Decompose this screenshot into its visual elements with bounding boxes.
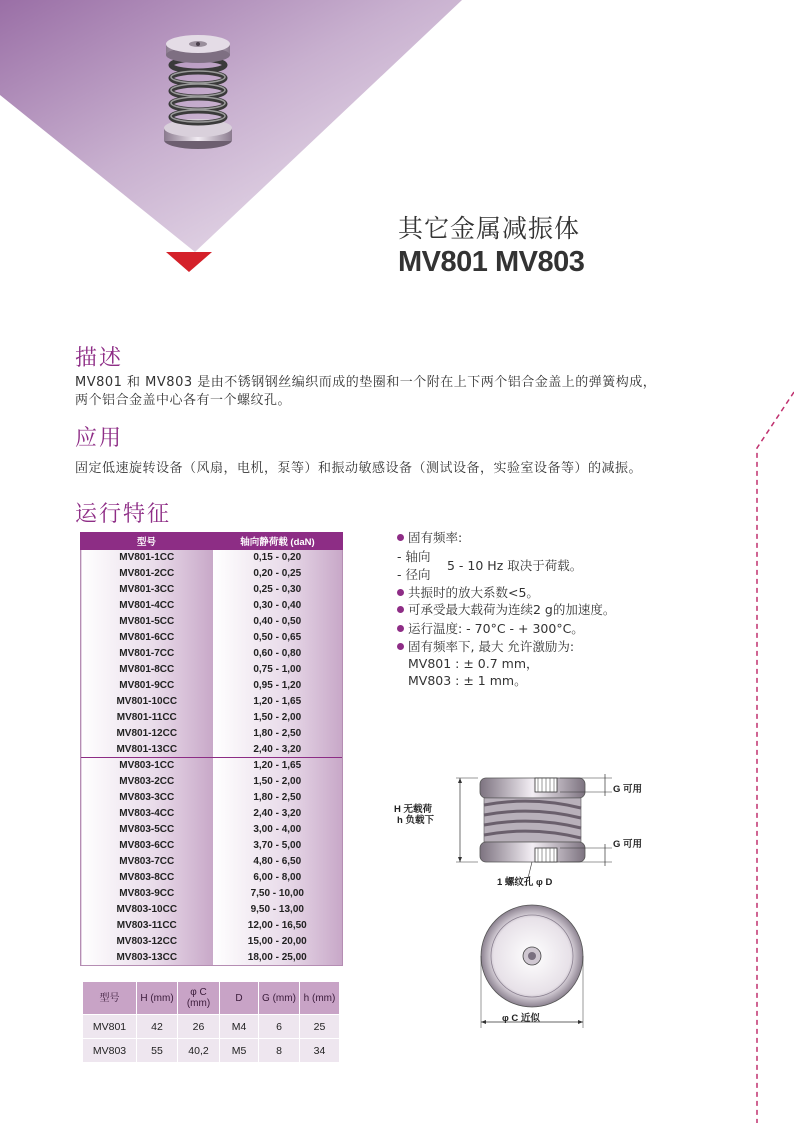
dims-cell: MV801	[83, 1015, 137, 1039]
feature-amplification	[397, 583, 539, 601]
feature-text: 固有频率下, 最大 允许激励为:	[408, 639, 575, 654]
dims-cell: 6	[259, 1015, 300, 1039]
application-text: 固定低速旋转设备（风扇，电机，泵等）和振动敏感设备（测试设备，实验室设备等）的减振。	[75, 461, 643, 476]
label-diameter: φ C 近似	[502, 1013, 540, 1024]
table-row	[81, 902, 343, 918]
model-cell: MV803-7CC	[81, 854, 213, 870]
bullet-icon	[397, 534, 404, 541]
model-cell: MV801-5CC	[81, 614, 213, 630]
section-title-application: 应用	[75, 426, 124, 451]
model-cell: MV803-1CC	[81, 758, 213, 774]
load-cell: 0,15 - 0,20	[213, 550, 343, 566]
feature-excitation	[397, 637, 574, 655]
table-row	[81, 950, 343, 966]
dims-header-h: H (mm)	[137, 982, 178, 1015]
table-row	[81, 790, 343, 806]
dims-header-d: D	[220, 982, 259, 1015]
dims-table-header	[83, 982, 340, 1015]
model-cell: MV803-2CC	[81, 774, 213, 790]
table-row	[81, 774, 343, 790]
label-g-bottom: G 可用	[613, 839, 643, 850]
load-cell: 0,50 - 0,65	[213, 630, 343, 646]
load-cell: 0,95 - 1,20	[213, 678, 343, 694]
model-cell: MV801-8CC	[81, 662, 213, 678]
model-cell: MV803-10CC	[81, 902, 213, 918]
model-cell: MV801-1CC	[81, 550, 213, 566]
model-cell: MV801-7CC	[81, 646, 213, 662]
model-cell: MV801-3CC	[81, 582, 213, 598]
table-row	[81, 710, 343, 726]
load-cell: 0,75 - 1,00	[213, 662, 343, 678]
technical-diagram	[380, 760, 660, 1044]
load-cell: 0,40 - 0,50	[213, 614, 343, 630]
table-row	[81, 678, 343, 694]
table-row	[81, 550, 343, 566]
model-cell: MV801-6CC	[81, 630, 213, 646]
load-cell: 0,30 - 0,40	[213, 598, 343, 614]
model-cell: MV803-8CC	[81, 870, 213, 886]
load-table	[80, 532, 343, 966]
description-text	[75, 374, 656, 410]
model-cell: MV803-4CC	[81, 806, 213, 822]
description-line-2: 两个铝合金盖中心各有一个螺纹孔。	[75, 393, 292, 408]
table-row	[81, 646, 343, 662]
load-cell: 2,40 - 3,20	[213, 806, 343, 822]
table-row	[81, 662, 343, 678]
dims-cell: 34	[300, 1039, 340, 1063]
red-marker	[166, 252, 212, 272]
section-title-description: 描述	[75, 346, 124, 371]
table-row	[81, 806, 343, 822]
table-row	[81, 934, 343, 950]
hero-banner	[0, 0, 794, 280]
bullet-icon	[397, 625, 404, 632]
feature-acceleration	[397, 600, 615, 618]
feature-radial: - 径向	[397, 567, 431, 582]
bullet-icon	[397, 589, 404, 596]
section-title-characteristics: 运行特征	[75, 502, 172, 527]
table-row	[83, 1039, 340, 1063]
load-cell: 7,50 - 10,00	[213, 886, 343, 902]
load-cell: 6,00 - 8,00	[213, 870, 343, 886]
model-cell: MV801-12CC	[81, 726, 213, 742]
table-row	[81, 614, 343, 630]
load-cell: 1,20 - 1,65	[213, 694, 343, 710]
feature-mv803: MV803 : ± 1 mm。	[408, 673, 527, 688]
load-cell: 1,80 - 2,50	[213, 726, 343, 742]
table-row	[81, 598, 343, 614]
table-row	[81, 694, 343, 710]
load-cell: 1,20 - 1,65	[213, 758, 343, 774]
model-cell: MV801-10CC	[81, 694, 213, 710]
table-row	[81, 582, 343, 598]
dims-cell: M5	[220, 1039, 259, 1063]
title-chinese: 其它金属减振体	[398, 214, 581, 243]
header-model: 型号	[81, 533, 213, 550]
dims-cell: M4	[220, 1015, 259, 1039]
table-row	[81, 758, 343, 774]
label-thread-hole: 1 螺纹孔 φ D	[497, 877, 553, 888]
model-cell: MV803-6CC	[81, 838, 213, 854]
model-cell: MV801-9CC	[81, 678, 213, 694]
table-row	[81, 838, 343, 854]
table-row	[81, 630, 343, 646]
feature-text: 固有频率:	[408, 530, 463, 545]
load-cell: 3,00 - 4,00	[213, 822, 343, 838]
dims-cell: 8	[259, 1039, 300, 1063]
bullet-icon	[397, 643, 404, 650]
table-row	[81, 854, 343, 870]
table-row	[81, 726, 343, 742]
title-model: MV801 MV803	[398, 246, 585, 278]
dims-cell: 25	[300, 1015, 340, 1039]
description-line-1: MV801 和 MV803 是由不锈钢钢丝编织而成的垫圈和一个附在上下两个铝合金盖上的弹簧构成，	[75, 375, 657, 390]
table-row	[81, 886, 343, 902]
load-table-body	[81, 550, 343, 966]
product-title-block	[398, 212, 584, 278]
feature-text: 可承受最大载荷为连续2 g的加速度。	[408, 602, 616, 617]
model-cell: MV803-12CC	[81, 934, 213, 950]
dims-header-c: φ C (mm)	[178, 982, 220, 1015]
model-cell: MV803-13CC	[81, 950, 213, 966]
table-row	[81, 742, 343, 758]
feature-axial: - 轴向	[397, 549, 431, 564]
load-cell: 1,80 - 2,50	[213, 790, 343, 806]
load-cell: 9,50 - 13,00	[213, 902, 343, 918]
feature-mv801: MV801 : ± 0.7 mm，	[408, 656, 539, 671]
model-cell: MV803-9CC	[81, 886, 213, 902]
dims-header-h-loaded: h (mm)	[300, 982, 340, 1015]
load-cell: 15,00 - 20,00	[213, 934, 343, 950]
dims-cell: 26	[178, 1015, 220, 1039]
feature-natural-frequency	[397, 528, 462, 546]
table-row	[81, 870, 343, 886]
model-cell: MV803-3CC	[81, 790, 213, 806]
label-h-loaded: h 负载下	[397, 815, 434, 826]
feature-text: 运行温度: - 70°C - + 300°C。	[408, 621, 584, 636]
load-cell: 1,50 - 2,00	[213, 774, 343, 790]
table-row	[81, 822, 343, 838]
table-row	[81, 918, 343, 934]
dims-cell: MV803	[83, 1039, 137, 1063]
top-view	[481, 905, 583, 1028]
dimensions-table	[82, 981, 340, 1063]
load-cell: 18,00 - 25,00	[213, 950, 343, 966]
load-cell: 2,40 - 3,20	[213, 742, 343, 758]
table-row	[83, 1015, 340, 1039]
load-cell: 0,20 - 0,25	[213, 566, 343, 582]
dims-cell: 55	[137, 1039, 178, 1063]
label-g-top: G 可用	[613, 784, 643, 795]
header-axial-load: 轴向静荷载 (daN)	[213, 533, 343, 550]
model-cell: MV803-5CC	[81, 822, 213, 838]
bullet-icon	[397, 606, 404, 613]
model-cell: MV803-11CC	[81, 918, 213, 934]
model-cell: MV801-4CC	[81, 598, 213, 614]
load-cell: 3,70 - 5,00	[213, 838, 343, 854]
dims-cell: 42	[137, 1015, 178, 1039]
table-row	[81, 566, 343, 582]
feature-temperature	[397, 619, 584, 637]
model-cell: MV801-13CC	[81, 742, 213, 758]
model-cell: MV801-11CC	[81, 710, 213, 726]
load-cell: 0,60 - 0,80	[213, 646, 343, 662]
load-cell: 4,80 - 6,50	[213, 854, 343, 870]
model-cell: MV801-2CC	[81, 566, 213, 582]
feature-frequency-value: 5 - 10 Hz 取决于荷载。	[447, 558, 583, 573]
load-cell: 1,50 - 2,00	[213, 710, 343, 726]
feature-text: 共振时的放大系数<5。	[408, 585, 539, 600]
load-cell: 12,00 - 16,50	[213, 918, 343, 934]
load-table-header	[81, 533, 343, 550]
side-view	[456, 774, 612, 878]
dims-cell: 40,2	[178, 1039, 220, 1063]
diagram-drawing	[380, 760, 660, 1040]
label-h-unloaded: H 无载荷	[394, 804, 433, 815]
dims-header-model: 型号	[83, 982, 137, 1015]
dims-header-g: G (mm)	[259, 982, 300, 1015]
load-cell: 0,25 - 0,30	[213, 582, 343, 598]
